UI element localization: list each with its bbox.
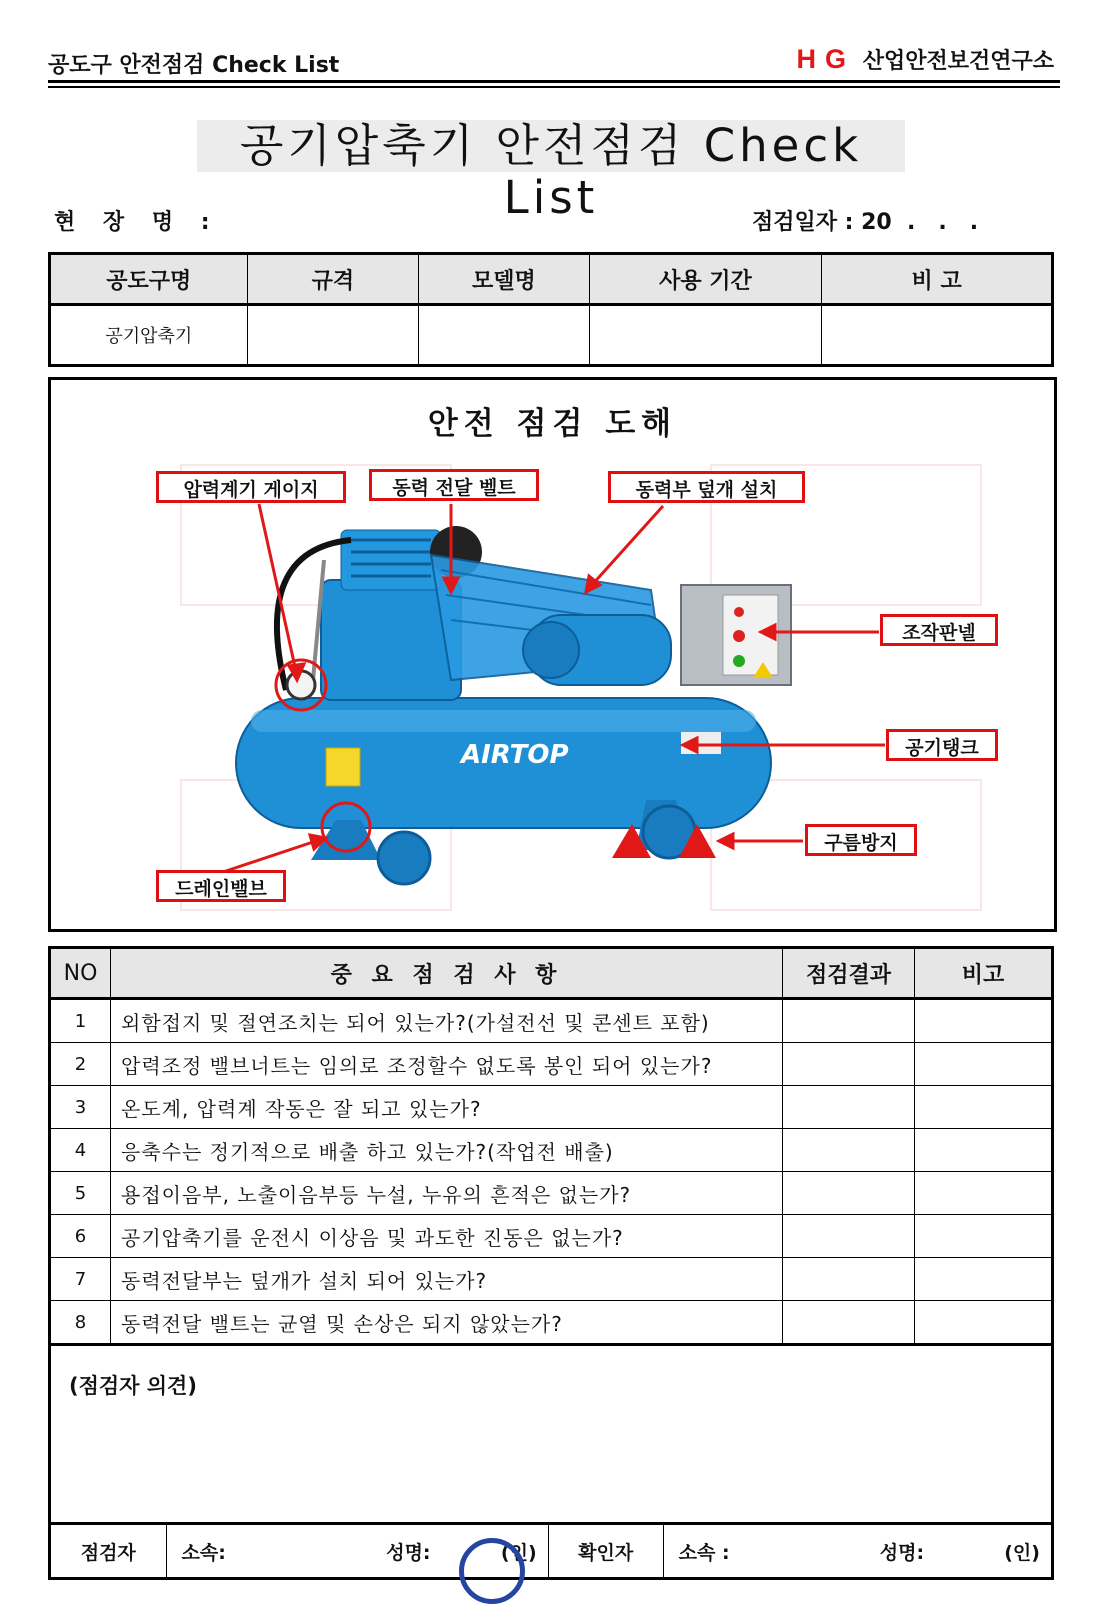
header-rule <box>48 80 1060 83</box>
note-cell[interactable] <box>915 1172 1053 1215</box>
header-check-item: 중 요 점 검 사 항 <box>111 948 783 999</box>
table-row <box>50 1301 1053 1345</box>
inspector-opinion-field[interactable] <box>50 1345 1053 1524</box>
usage-period-cell[interactable] <box>589 305 822 366</box>
result-cell[interactable] <box>783 1086 915 1129</box>
site-name-label: 현 장 명 : <box>54 210 220 235</box>
airtop-logo: AIRTOP <box>461 740 569 770</box>
result-cell[interactable] <box>783 1301 915 1345</box>
row-number: 6 <box>50 1215 111 1258</box>
signature-table <box>51 1525 1051 1577</box>
note-cell[interactable] <box>915 1129 1053 1172</box>
row-number: 3 <box>50 1086 111 1129</box>
check-item-text: 온도계, 압력계 작동은 잘 되고 있는가? <box>111 1086 783 1129</box>
table-row <box>50 1043 1053 1086</box>
result-cell[interactable] <box>783 1043 915 1086</box>
safety-diagram <box>48 377 1057 932</box>
inspection-date-label: 점검일자 : 20 . . . <box>752 210 979 235</box>
row-number: 1 <box>50 999 111 1043</box>
header-no: NO <box>50 948 111 999</box>
table-row <box>50 1086 1053 1129</box>
check-item-text: 압력조정 밸브너트는 임의로 조정할수 없도록 봉인 되어 있는가? <box>111 1043 783 1086</box>
affiliation-label: 소속 : <box>678 1541 730 1564</box>
table-row <box>50 1172 1053 1215</box>
table-row <box>50 999 1053 1043</box>
row-number: 5 <box>50 1172 111 1215</box>
name-label: 성명: <box>386 1541 431 1564</box>
tool-info-table <box>48 252 1054 367</box>
callout-air-tank: 공기탱크 <box>886 729 998 761</box>
callout-pressure-gauge: 압력계기 게이지 <box>156 471 346 503</box>
note-cell[interactable] <box>915 1043 1053 1086</box>
result-cell[interactable] <box>783 1215 915 1258</box>
header-remarks: 비 고 <box>822 254 1053 305</box>
check-item-text: 동력전달부는 덮개가 설치 되어 있는가? <box>111 1258 783 1301</box>
remarks-cell[interactable] <box>822 305 1053 366</box>
result-cell[interactable] <box>783 1129 915 1172</box>
header-result: 점검결과 <box>783 948 915 999</box>
row-number: 7 <box>50 1258 111 1301</box>
inspector-label: 점검자 <box>51 1525 166 1577</box>
result-cell[interactable] <box>783 1172 915 1215</box>
check-item-text: 공기압축기를 운전시 이상음 및 과도한 진동은 없는가? <box>111 1215 783 1258</box>
header-rule-thin <box>48 86 1060 88</box>
affiliation-label: 소속: <box>181 1541 226 1564</box>
signature-row <box>50 1524 1053 1579</box>
callout-wheel-chock: 구름방지 <box>805 824 917 856</box>
check-item-text: 용접이음부, 노출이음부등 누설, 누유의 흔적은 없는가? <box>111 1172 783 1215</box>
page-title: 공기압축기 안전점검 Check List <box>197 120 905 172</box>
table-row <box>50 1215 1053 1258</box>
row-number: 2 <box>50 1043 111 1086</box>
confirmer-sign-field[interactable] <box>663 1525 1051 1577</box>
callout-drain-valve: 드레인밸브 <box>156 870 286 902</box>
brand-logo: H G <box>796 44 847 74</box>
seal-label: (인) <box>500 1541 537 1564</box>
checklist-table <box>48 946 1054 1580</box>
brand-org-name: 산업안전보건연구소 <box>862 49 1054 74</box>
spec-cell[interactable] <box>247 305 419 366</box>
header-usage-period: 사용 기간 <box>589 254 822 305</box>
check-item-text: 동력전달 밸트는 균열 및 손상은 되지 않았는가? <box>111 1301 783 1345</box>
motor <box>523 615 671 685</box>
callout-power-cover: 동력부 덮개 설치 <box>608 471 805 503</box>
seal-label: (인) <box>1004 1541 1040 1564</box>
result-cell[interactable] <box>783 999 915 1043</box>
note-cell[interactable] <box>915 1215 1053 1258</box>
callout-control-panel: 조작판넬 <box>880 614 998 646</box>
tool-name-cell: 공기압축기 <box>50 305 248 366</box>
header-note: 비고 <box>915 948 1053 999</box>
note-cell[interactable] <box>915 1258 1053 1301</box>
header-title: 공도구 안전점검 Check List <box>48 53 340 78</box>
result-cell[interactable] <box>783 1258 915 1301</box>
row-number: 8 <box>50 1301 111 1345</box>
header-model: 모델명 <box>419 254 590 305</box>
row-number: 4 <box>50 1129 111 1172</box>
diagram-title: 안전 점검 도해 <box>427 406 678 442</box>
name-label: 성명: <box>879 1541 925 1564</box>
header-brand <box>797 44 1054 75</box>
table-row <box>50 1129 1053 1172</box>
page-number-badge <box>459 1538 525 1604</box>
check-item-text: 외함접지 및 절연조치는 되어 있는가?(가설전선 및 콘센트 포함) <box>111 999 783 1043</box>
callout-power-belt: 동력 전달 벨트 <box>369 469 539 501</box>
header-spec: 규격 <box>247 254 419 305</box>
opinion-label: (점검자 의견) <box>69 1374 197 1398</box>
check-item-text: 응축수는 정기적으로 배출 하고 있는가?(작업전 배출) <box>111 1129 783 1172</box>
note-cell[interactable] <box>915 1301 1053 1345</box>
confirmer-label: 확인자 <box>548 1525 663 1577</box>
header-tool-name: 공도구명 <box>50 254 248 305</box>
model-cell[interactable] <box>419 305 590 366</box>
note-cell[interactable] <box>915 999 1053 1043</box>
table-row <box>50 1258 1053 1301</box>
note-cell[interactable] <box>915 1086 1053 1129</box>
